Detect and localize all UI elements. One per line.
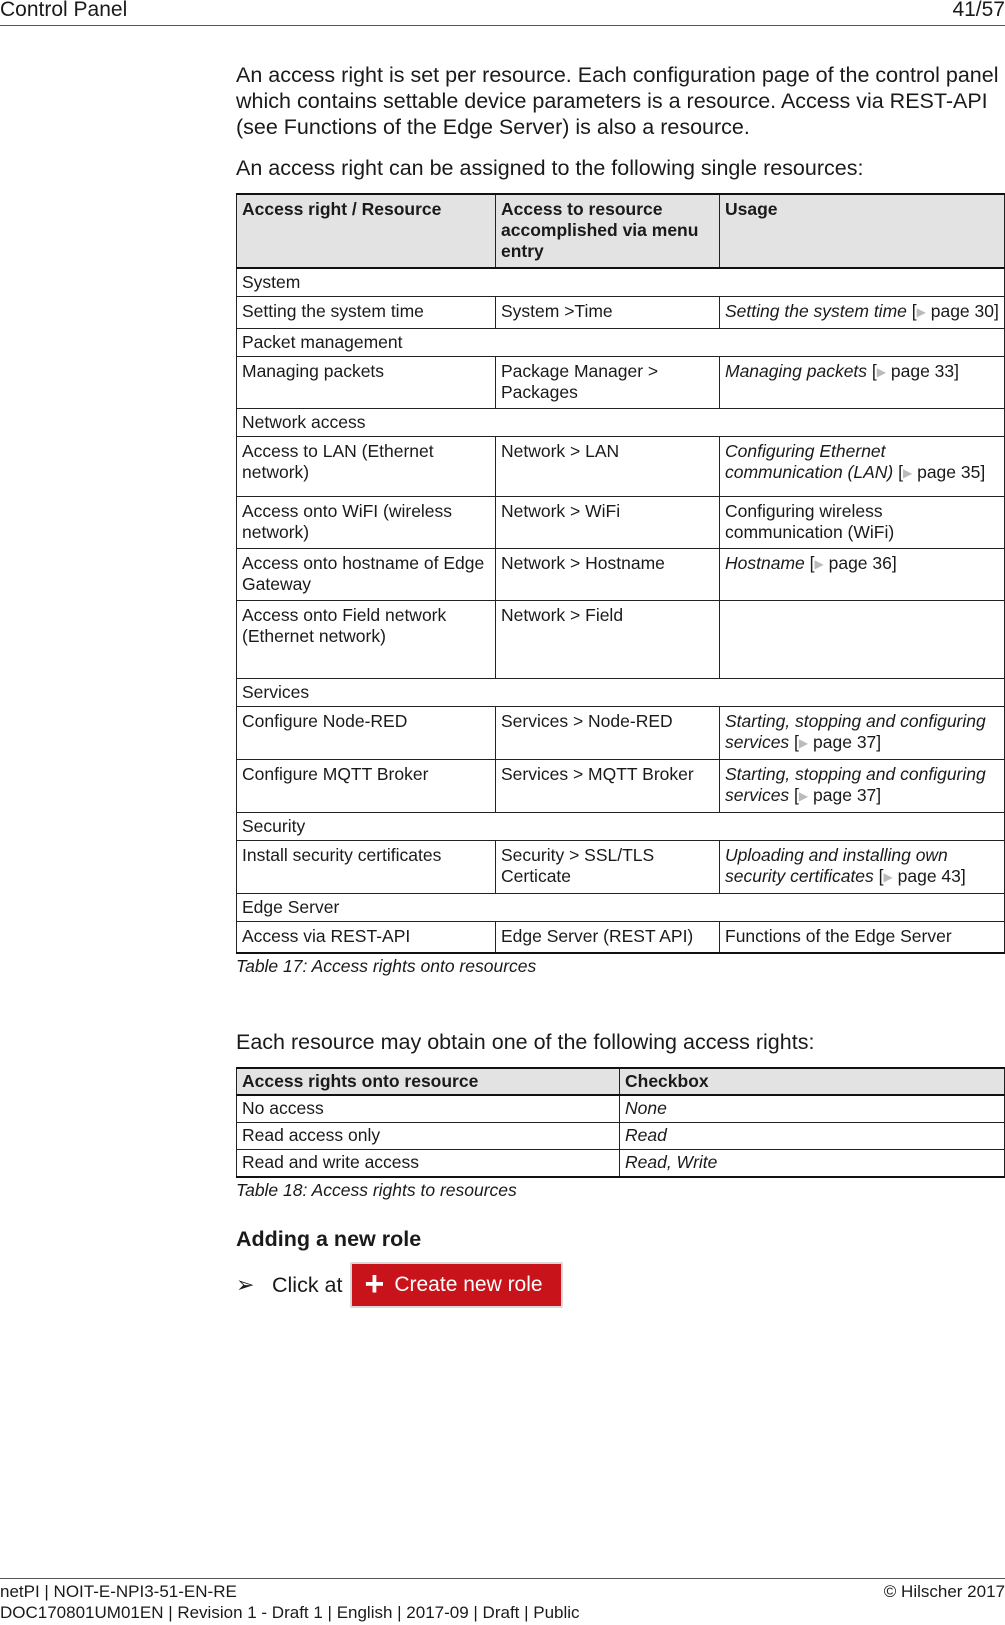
checkbox-cell: Read	[620, 1123, 1005, 1150]
col-header-access-right: Access rights onto resource	[237, 1068, 620, 1095]
usage-cell: Setting the system time [▶ page 30]	[720, 297, 1005, 329]
section2-intro: Each resource may obtain one of the following access rights:	[236, 1030, 815, 1054]
table-row	[237, 549, 1005, 601]
menu-cell: Network > WiFi	[496, 497, 720, 549]
checkbox-cell: None	[620, 1095, 1005, 1123]
menu-cell: Security > SSL/TLS Certicate	[496, 841, 720, 894]
table-18-caption: Table 18: Access rights to resources	[236, 1180, 517, 1200]
page-arrow-icon: ▶	[798, 789, 809, 803]
resource-cell: Access onto WiFI (wireless network)	[237, 497, 496, 549]
usage-page-ref: page 35]	[917, 462, 986, 482]
col-header-menu: Access to resource accomplished via menu entry	[496, 194, 720, 268]
table-row	[237, 437, 1005, 497]
usage-page-ref: page 30]	[930, 301, 999, 321]
usage-cell: Managing packets [▶ page 33]	[720, 357, 1005, 409]
usage-cell	[720, 601, 1005, 679]
menu-cell: System >Time	[496, 297, 720, 329]
plus-icon: +	[364, 1264, 385, 1303]
usage-link[interactable]: Setting the system time	[725, 301, 907, 321]
access-right-cell: Read and write access	[237, 1150, 620, 1178]
resource-cell: Configure Node-RED	[237, 707, 496, 760]
page-arrow-icon: ▶	[883, 870, 893, 884]
usage-page-ref: page 37]	[813, 732, 882, 752]
table-row	[237, 497, 1005, 549]
table-header-row	[237, 194, 1005, 268]
group-row-edge: Edge Server	[237, 894, 1005, 922]
resource-cell: Access onto Field network (Ethernet network)	[237, 601, 496, 679]
group-row-security: Security	[237, 813, 1005, 841]
header-page-number: 41/57	[952, 0, 1005, 21]
table-row	[237, 357, 1005, 409]
menu-cell: Services > Node-RED	[496, 707, 720, 760]
group-row-services: Services	[237, 679, 1005, 707]
arrow-bullet-icon: ➢	[236, 1272, 255, 1297]
table-row	[237, 922, 1005, 954]
footer-copyright: © Hilscher 2017	[883, 1582, 1005, 1601]
usage-link[interactable]: Uploading and installing own security certificates	[725, 845, 948, 886]
menu-cell: Network > Field	[496, 601, 720, 679]
usage-cell: Hostname [▶ page 36]	[720, 549, 1005, 601]
page-arrow-icon: ▶	[798, 736, 809, 750]
usage-page-ref: page 43]	[897, 866, 966, 886]
table-17-caption: Table 17: Access rights onto resources	[236, 956, 537, 976]
usage-cell: Configuring wireless communication (WiFi)	[720, 497, 1005, 549]
col-header-resource: Access right / Resource	[237, 194, 496, 268]
usage-page-ref: page 33]	[890, 361, 960, 381]
create-new-role-button[interactable]	[350, 1262, 562, 1308]
resource-cell: Access to LAN (Ethernet network)	[237, 437, 496, 497]
resource-cell: Access onto hostname of Edge Gateway	[237, 549, 496, 601]
page-footer-rule	[0, 1578, 1005, 1579]
usage-cell: Functions of the Edge Server	[720, 922, 1005, 954]
usage-link[interactable]: Hostname	[725, 553, 805, 573]
table-row	[237, 1150, 1005, 1178]
footer-product: netPI | NOIT-E-NPI3-51-EN-RE	[0, 1582, 237, 1601]
table-row	[237, 841, 1005, 894]
access-levels-table	[236, 1067, 1005, 1178]
usage-page-ref: page 36]	[828, 553, 897, 573]
usage-link[interactable]: Starting, stopping and configuring services	[725, 711, 986, 752]
table-row	[237, 1095, 1005, 1123]
footer-document-info: DOC170801UM01EN | Revision 1 - Draft 1 | English | 2017-09 | Draft | Public	[0, 1603, 580, 1622]
table-row	[237, 297, 1005, 329]
col-header-checkbox: Checkbox	[620, 1068, 1005, 1095]
page-arrow-icon: ▶	[916, 305, 926, 319]
usage-cell: Configuring Ethernet communication (LAN) [▶ page 35]	[720, 437, 1005, 497]
usage-page-ref: page 37]	[813, 785, 882, 805]
usage-cell: Starting, stopping and configuring services [▶ page 37]	[720, 760, 1005, 813]
menu-cell: Edge Server (REST API)	[496, 922, 720, 954]
access-right-cell: No access	[237, 1095, 620, 1123]
menu-cell: Package Manager > Packages	[496, 357, 720, 409]
table-row	[237, 760, 1005, 813]
page-arrow-icon: ▶	[902, 466, 913, 480]
group-row-system: System	[237, 268, 1005, 297]
menu-cell: Network > LAN	[496, 437, 720, 497]
table-row	[237, 1123, 1005, 1150]
page-arrow-icon: ▶	[814, 557, 824, 571]
resource-cell: Setting the system time	[237, 297, 496, 329]
col-header-usage: Usage	[720, 194, 1005, 268]
table-row	[237, 707, 1005, 760]
section-heading-new-role: Adding a new role	[236, 1227, 422, 1251]
resource-cell: Managing packets	[237, 357, 496, 409]
group-row-packet: Packet management	[237, 329, 1005, 357]
header-section-title: Control Panel	[0, 0, 128, 21]
main-content	[236, 62, 1005, 1308]
usage-link[interactable]: Starting, stopping and configuring services	[725, 764, 986, 805]
menu-cell: Network > Hostname	[496, 549, 720, 601]
instruction-step	[236, 1262, 1005, 1308]
access-rights-table	[236, 193, 1005, 954]
usage-cell: Starting, stopping and configuring services [▶ page 37]	[720, 707, 1005, 760]
resource-cell: Install security certificates	[237, 841, 496, 894]
intro-paragraph-2: An access right can be assigned to the following single resources:	[236, 156, 864, 180]
create-new-role-label: Create new role	[394, 1273, 543, 1296]
step-text: Click at	[272, 1272, 343, 1297]
menu-cell: Services > MQTT Broker	[496, 760, 720, 813]
page-header	[0, 0, 1005, 26]
intro-paragraph-1: An access right is set per resource. Each configuration page of the control panel which contains settable device parameters is a resource. Access via REST-API (see Functions of the Edge Server) is also a resource.	[236, 63, 999, 139]
group-row-network: Network access	[237, 409, 1005, 437]
table-row	[237, 601, 1005, 679]
page-arrow-icon: ▶	[876, 365, 887, 379]
usage-cell: Uploading and installing own security certificates [▶ page 43]	[720, 841, 1005, 894]
checkbox-cell: Read, Write	[620, 1150, 1005, 1178]
resource-cell: Configure MQTT Broker	[237, 760, 496, 813]
usage-link[interactable]: Managing packets	[725, 361, 868, 381]
usage-link[interactable]: Configuring Ethernet communication (LAN)	[725, 441, 894, 482]
table-header-row	[237, 1068, 1005, 1095]
access-right-cell: Read access only	[237, 1123, 620, 1150]
resource-cell: Access via REST-API	[237, 922, 496, 954]
